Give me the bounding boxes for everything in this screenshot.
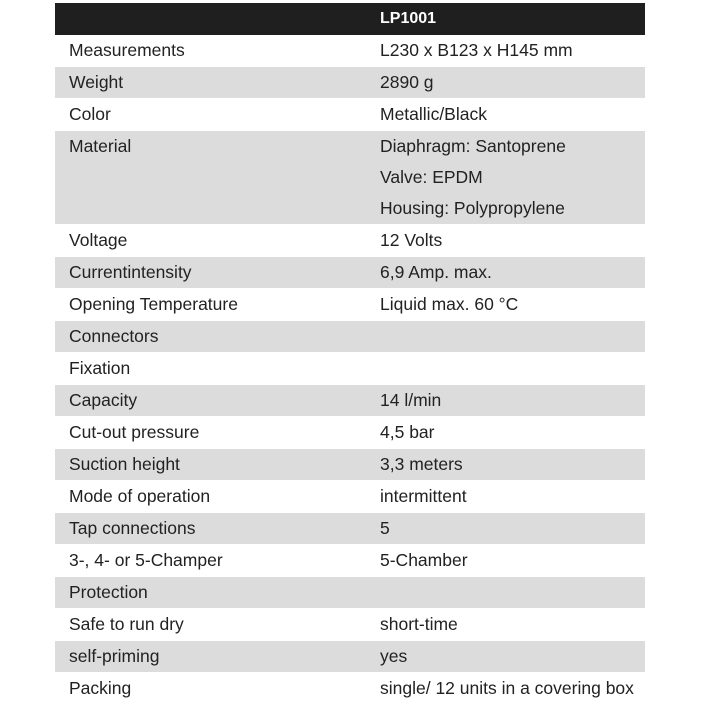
table-row <box>55 609 645 641</box>
spec-value-line: 3,3 meters <box>380 454 463 474</box>
table-row <box>55 513 645 545</box>
spec-value <box>367 257 645 288</box>
spec-value-line <box>380 577 645 608</box>
spec-label: Fixation <box>69 358 131 378</box>
table-row <box>55 481 645 513</box>
spec-value <box>367 673 645 704</box>
table-row <box>55 449 645 481</box>
spec-label: Currentintensity <box>69 262 192 282</box>
spec-value-line: single/ 12 units in a covering box <box>380 678 634 698</box>
spec-label: Suction height <box>69 454 180 474</box>
spec-value <box>367 225 645 256</box>
spec-value <box>367 545 645 576</box>
spec-value <box>367 289 645 320</box>
spec-label: Safe to run dry <box>69 614 184 634</box>
spec-value-line <box>380 353 645 384</box>
spec-label: Color <box>69 104 111 124</box>
spec-label: 3-, 4- or 5-Champer <box>69 550 223 570</box>
spec-label: Voltage <box>69 230 128 250</box>
spec-label: Capacity <box>69 390 138 410</box>
spec-value <box>367 481 645 512</box>
spec-value <box>367 641 645 672</box>
table-body <box>55 35 645 705</box>
spec-value-line: Liquid max. 60 °C <box>380 294 519 314</box>
spec-value <box>367 131 645 224</box>
spec-value-line: Metallic/Black <box>380 104 487 124</box>
spec-value-line: L230 x B123 x H145 mm <box>380 40 573 60</box>
spec-value <box>367 321 645 352</box>
table-row <box>55 225 645 257</box>
spec-table <box>55 3 645 705</box>
spec-value <box>367 99 645 130</box>
spec-value <box>367 449 645 480</box>
spec-value <box>367 353 645 384</box>
spec-value-line: intermittent <box>380 486 467 506</box>
spec-value-line: 2890 g <box>380 72 434 92</box>
spec-value <box>367 385 645 416</box>
spec-value-line <box>380 321 645 352</box>
spec-value-line: yes <box>380 646 408 666</box>
spec-label: Packing <box>69 678 132 698</box>
spec-value-line: 6,9 Amp. max. <box>380 262 492 282</box>
table-row <box>55 353 645 385</box>
spec-label: Tap connections <box>69 518 196 538</box>
spec-value <box>367 67 645 98</box>
table-header <box>55 3 645 35</box>
table-row <box>55 257 645 289</box>
spec-label: Protection <box>69 582 148 602</box>
spec-value <box>367 609 645 640</box>
spec-value-line: 5-Chamber <box>380 550 468 570</box>
spec-label: Opening Temperature <box>69 294 238 314</box>
table-row <box>55 385 645 417</box>
spec-label: Connectors <box>69 326 159 346</box>
spec-value-line: Valve: EPDM <box>380 167 483 187</box>
table-row <box>55 417 645 449</box>
table-row <box>55 131 645 225</box>
table-row <box>55 67 645 99</box>
spec-value <box>367 35 645 66</box>
table-row <box>55 321 645 353</box>
spec-label: Weight <box>69 72 124 92</box>
spec-value-line: Housing: Polypropylene <box>380 198 565 218</box>
table-row <box>55 35 645 67</box>
spec-value-line: 5 <box>380 518 390 538</box>
spec-label: Cut-out pressure <box>69 422 200 442</box>
spec-label: Material <box>69 136 132 156</box>
table-row <box>55 577 645 609</box>
table-row <box>55 641 645 673</box>
table-row <box>55 673 645 705</box>
spec-label: self-priming <box>69 646 160 666</box>
spec-value-line: 4,5 bar <box>380 422 435 442</box>
spec-value <box>367 513 645 544</box>
spec-label: Measurements <box>69 40 185 60</box>
table-row <box>55 545 645 577</box>
spec-value-line: short-time <box>380 614 458 634</box>
spec-value-line: 12 Volts <box>380 230 443 250</box>
spec-value <box>367 577 645 608</box>
model-name: LP1001 <box>380 10 437 27</box>
spec-value-line: 14 l/min <box>380 390 442 410</box>
spec-value <box>367 417 645 448</box>
table-row <box>55 289 645 321</box>
table-row <box>55 99 645 131</box>
spec-value-line: Diaphragm: Santoprene <box>380 136 566 156</box>
spec-label: Mode of operation <box>69 486 211 506</box>
